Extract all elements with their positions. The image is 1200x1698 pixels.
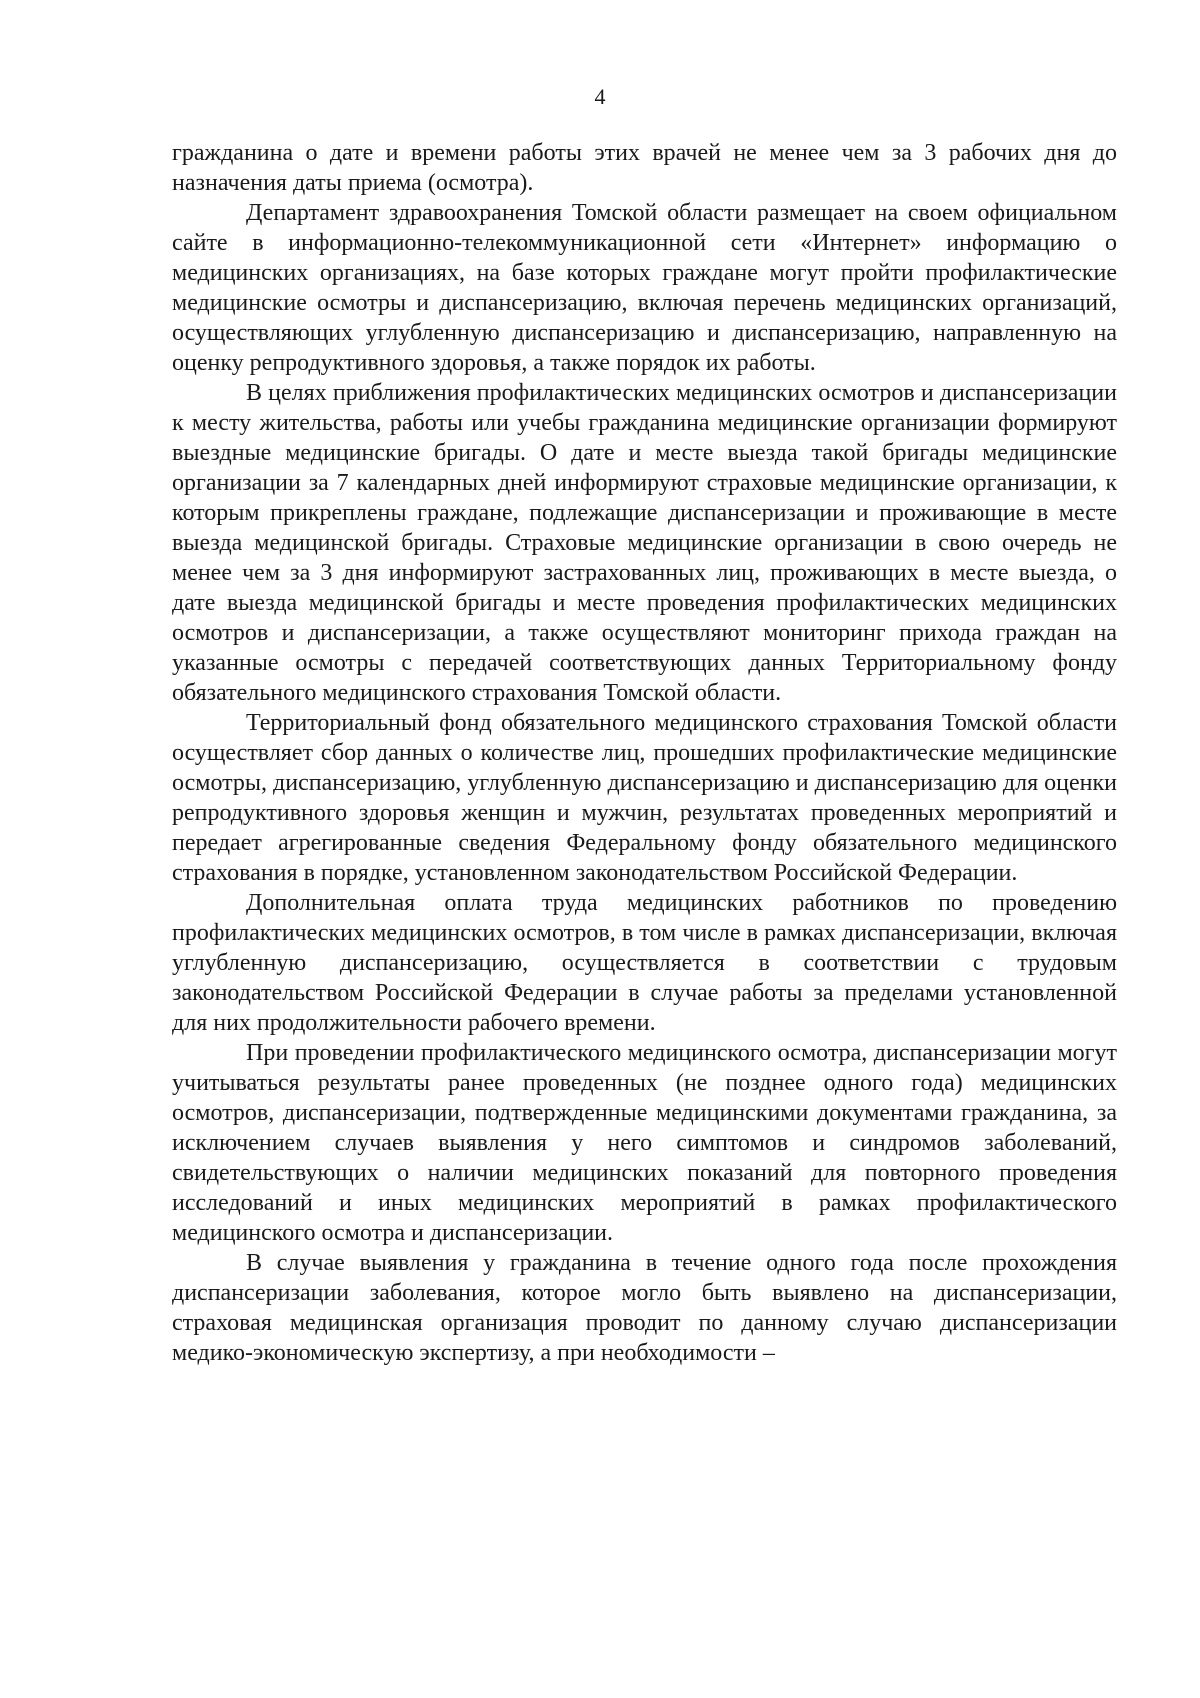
paragraph-territorial-fund: Территориальный фонд обязательного медицинского страхования Томской области осуществляет сбор данных о количестве лиц, прошедших профилактические медицинские осмотры, диспансеризацию, углубленную диспансеризацию и диспансеризацию для оценки репродуктивного здоровья женщин и мужчин, результатах проведенных мероприятий и передает агрегированные сведения Федеральному фонду обязательного медицинского страхования в порядке, установленном законодательством Российской Федерации.: [172, 710, 1117, 886]
paragraph-continuation: гражданина о дате и времени работы этих врачей не менее чем за 3 рабочих дня до назначения даты приема (осмотра).: [172, 140, 1117, 196]
paragraph-mobile-brigades: В целях приближения профилактических медицинских осмотров и диспансеризации к месту жительства, работы или учебы гражданина медицинские организации формируют выездные медицинские бригады. О дате и месте выезда такой бригады медицинские организации за 7 календарных дней информируют страховые медицинские организации, к которым прикреплены граждане, подлежащие диспансеризации и проживающие в месте выезда медицинской бригады. Страховые медицинские организации в свою очередь не менее чем за 3 дня информируют застрахованных лиц, проживающих в месте выезда, о дате выезда медицинской бригады и месте проведения профилактических медицинских осмотров и диспансеризации, а также осуществляют мониторинг прихода граждан на указанные осмотры с передачей соответствующих данных Территориальному фонду обязательного медицинского страхования Томской области.: [172, 380, 1117, 706]
paragraph-expertise: В случае выявления у гражданина в течение одного года после прохождения диспансеризации заболевания, которое могло быть выявлено на диспансеризации, страховая медицинская организация проводит по данному случаю диспансеризации медико-экономическую экспертизу, а при необходимости –: [172, 1250, 1117, 1366]
paragraph-previous-results: При проведении профилактического медицинского осмотра, диспансеризации могут учитываться результаты ранее проведенных (не позднее одного года) медицинских осмотров, диспансеризации, подтвержденные медицинскими документами гражданина, за исключением случаев выявления у него симптомов и синдромов заболеваний, свидетельствующих о наличии медицинских показаний для повторного проведения исследований и иных медицинских мероприятий в рамках профилактического медицинского осмотра и диспансеризации.: [172, 1040, 1117, 1246]
document-body: [172, 138, 1117, 1368]
paragraph-additional-payment: Дополнительная оплата труда медицинских работников по проведению профилактических медицинских осмотров, в том числе в рамках диспансеризации, включая углубленную диспансеризацию, осуществляется в соответствии с трудовым законодательством Российской Федерации в случае работы за пределами установленной для них продолжительности рабочего времени.: [172, 890, 1117, 1036]
paragraph-department-website: Департамент здравоохранения Томской области размещает на своем официальном сайте в информационно-телекоммуникационной сети «Интернет» информацию о медицинских организациях, на базе которых граждане могут пройти профилактические медицинские осмотры и диспансеризацию, включая перечень медицинских организаций, осуществляющих углубленную диспансеризацию и диспансеризацию, направленную на оценку репродуктивного здоровья, а также порядок их работы.: [172, 200, 1117, 376]
page-number: 4: [594, 84, 606, 109]
